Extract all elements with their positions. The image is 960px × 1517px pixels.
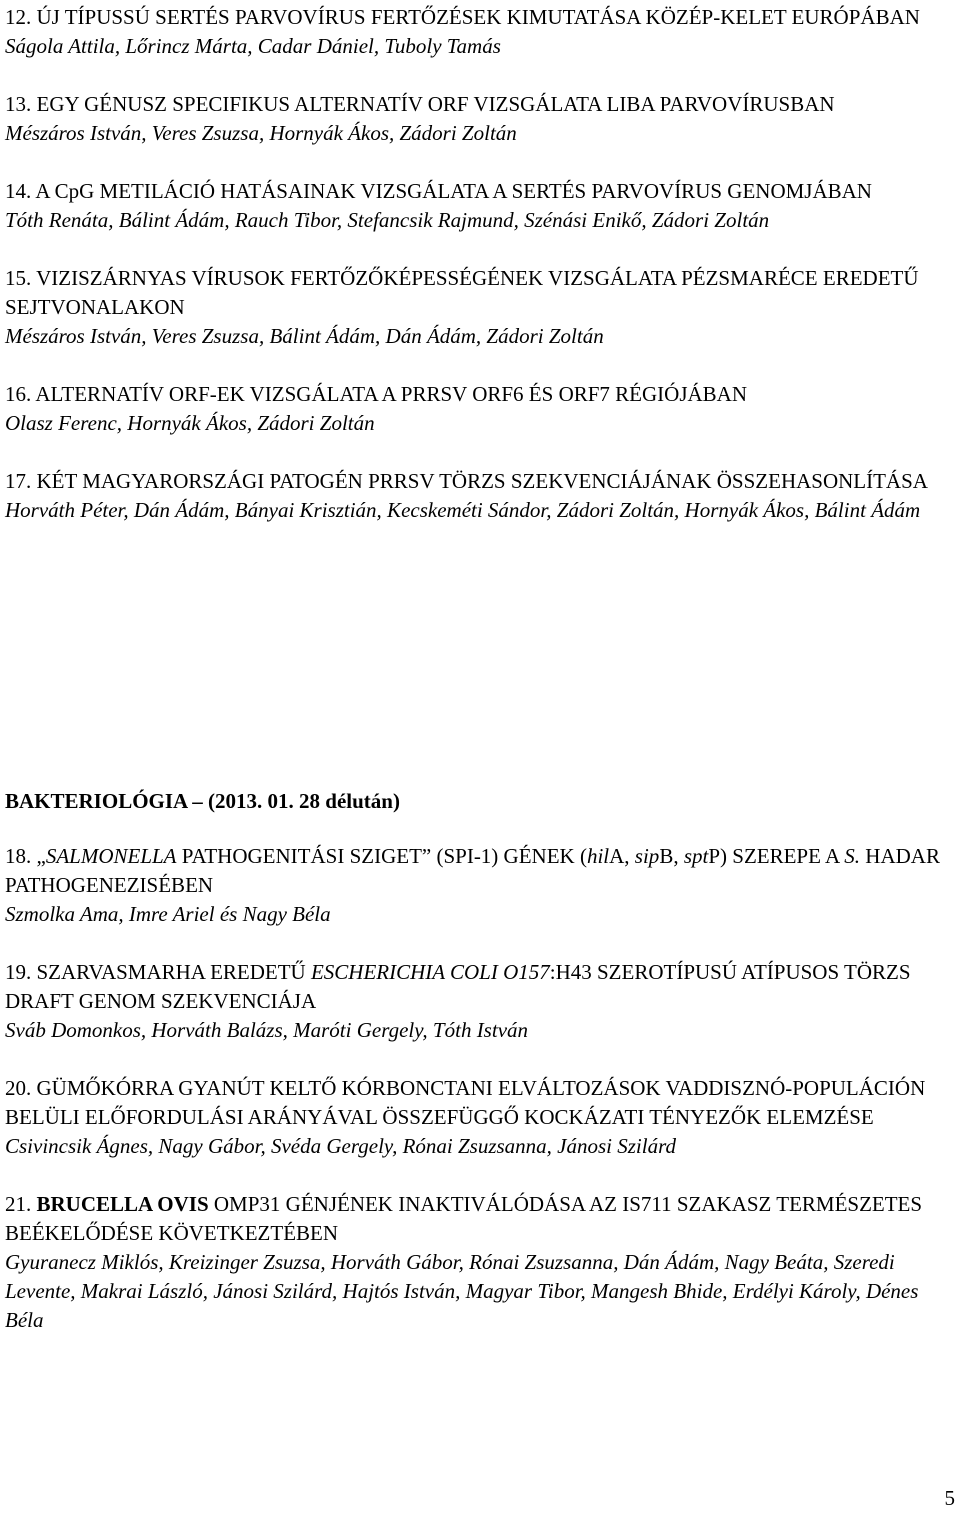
entry-authors: Gyuranecz Miklós, Kreizinger Zsuzsa, Horváth Gábor, Rónai Zsuzsanna, Dán Ádám, Nagy Beáta, Szeredi Levente, Makrai László, Jánosi Szilárd, Hajtós István, Magyar Tibor, Mangesh Bhide, Erdélyi Károly, Dénes Béla [5,1250,919,1332]
entry-13 [5,90,955,148]
abstract-list-bacteriology [5,842,955,1335]
entry-authors: Csivincsik Ágnes, Nagy Gábor, Svéda Gergely, Rónai Zsuzsanna, Jánosi Szilárd [5,1134,676,1158]
entry-17 [5,467,955,525]
entry-authors: Horváth Péter, Dán Ádám, Bányai Krisztián, Kecskeméti Sándor, Zádori Zoltán, Hornyák Ákos, Bálint Ádám [5,498,921,522]
title-segment: 18. „ [5,844,46,868]
entry-18 [5,842,955,929]
title-segment: :H43 SZEROTÍPUSÚ ATÍPUSOS TÖRZS DRAFT GENOM SZEKVENCIÁJA [5,960,911,1013]
title-segment-italic: S. [844,844,861,868]
title-segment: OMP31 GÉNJÉNEK INAKTIVÁLÓDÁSA AZ IS711 SZAKASZ TERMÉSZETES BEÉKELŐDÉSE KÖVETKEZTÉBEN [5,1192,923,1245]
section-heading-bacteriology: BAKTERIOLÓGIA – (2013. 01. 28 délután) [5,789,400,813]
entry-title: 17. KÉT MAGYARORSZÁGI PATOGÉN PRRSV TÖRZS SZEKVENCIÁJÁNAK ÖSSZEHASONLÍTÁSA [5,469,928,493]
entry-21 [5,1190,955,1335]
title-segment: PATHOGENITÁSI SZIGET” (SPI-1) GÉNEK ( [176,844,587,868]
title-segment: 21. [5,1192,37,1216]
entry-title: 16. ALTERNATÍV ORF-EK VIZSGÁLATA A PRRSV ORF6 ÉS ORF7 RÉGIÓJÁBAN [5,382,748,406]
entry-title [5,958,955,1016]
page-number: 5 [944,1486,955,1510]
entry-title: 15. VIZISZÁRNYAS VÍRUSOK FERTŐZŐKÉPESSÉGÉNEK VIZSGÁLATA PÉZSMARÉCE EREDETŰ SEJTVONALAKON [5,266,919,319]
entry-authors: Olasz Ferenc, Hornyák Ákos, Zádori Zoltán [5,411,375,435]
entry-19 [5,958,955,1045]
entry-title: 20. GÜMŐKÓRRA GYANÚT KELTŐ KÓRBONCTANI ELVÁLTOZÁSOK VADDISZNÓ-POPULÁCIÓN BELÜLI ELŐFORDULÁSI ARÁNYÁVAL ÖSSZEFÜGGŐ KOCKÁZATI TÉNYEZŐK ELEMZÉSE [5,1076,926,1129]
title-segment: A, [609,844,635,868]
entry-authors: Szmolka Ama, Imre Ariel és Nagy Béla [5,902,331,926]
title-segment: 19. SZARVASMARHA EREDETŰ [5,960,311,984]
title-segment-italic: ESCHERICHIA COLI O157 [310,960,550,984]
title-segment: HADAR PATHOGENEZISÉBEN [5,844,940,897]
entry-title: 14. A CpG METILÁCIÓ HATÁSAINAK VIZSGÁLATA A SERTÉS PARVOVÍRUS GENOMJÁBAN [5,179,872,203]
entry-authors: Mészáros István, Veres Zsuzsa, Hornyák Ákos, Zádori Zoltán [5,121,517,145]
entry-title [5,842,955,900]
title-segment-italic: hil [586,844,610,868]
title-segment-bold: BRUCELLA OVIS [36,1192,209,1216]
entry-title [5,1190,955,1248]
entry-16 [5,380,955,438]
entry-12 [5,3,955,61]
entry-title: 13. EGY GÉNUSZ SPECIFIKUS ALTERNATÍV ORF VIZSGÁLATA LIBA PARVOVÍRUSBAN [5,92,835,116]
entry-title: 12. ÚJ TÍPUSSÚ SERTÉS PARVOVÍRUS FERTŐZÉSEK KIMUTATÁSA KÖZÉP-KELET EURÓPÁBAN [5,5,920,29]
title-segment-italic: sip [634,844,660,868]
title-segment-italic: SALMONELLA [45,844,177,868]
entry-authors: Sváb Domonkos, Horváth Balázs, Maróti Gergely, Tóth István [5,1018,529,1042]
abstract-list-virology [5,3,955,525]
entry-14 [5,177,955,235]
entry-15 [5,264,955,351]
title-segment: B, [659,844,684,868]
title-segment-italic: spt [683,844,709,868]
entry-authors: Ságola Attila, Lőrincz Márta, Cadar Dániel, Tuboly Tamás [5,34,501,58]
entry-authors: Mészáros István, Veres Zsuzsa, Bálint Ádám, Dán Ádám, Zádori Zoltán [5,324,604,348]
title-segment: P) SZEREPE A [708,844,845,868]
entry-20 [5,1074,955,1161]
entry-authors: Tóth Renáta, Bálint Ádám, Rauch Tibor, Stefancsik Rajmund, Szénási Enikő, Zádori Zoltán [5,208,770,232]
